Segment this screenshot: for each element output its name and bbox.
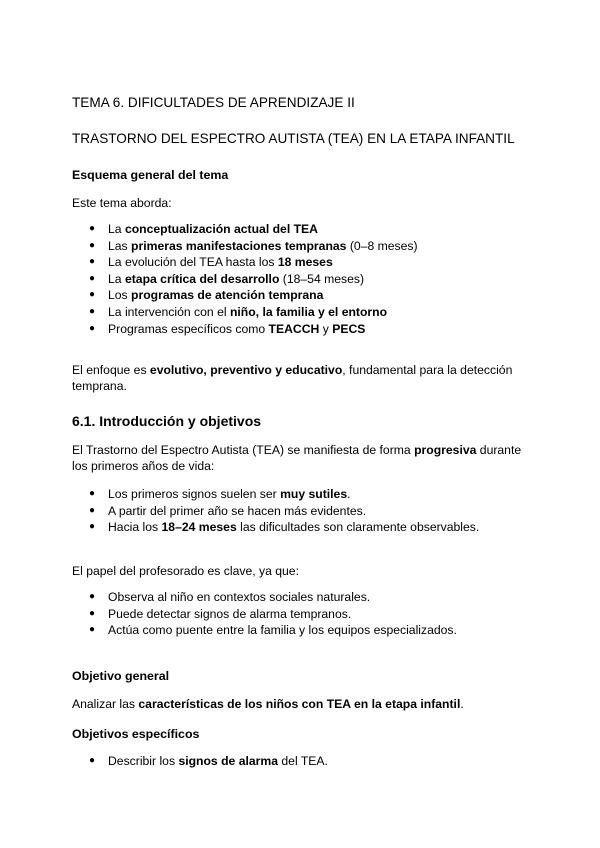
list-item: ● Programas específicos como TEACCH y PECS — [89, 321, 366, 336]
document-title: TEMA 6. DIFICULTADES DE APRENDIZAJE II — [72, 95, 355, 110]
bullet-icon: ● — [89, 256, 96, 268]
bullet-icon: ● — [89, 272, 96, 284]
esquema-list — [89, 221, 418, 337]
objetivos-especificos-heading: Objetivos específicos — [72, 727, 200, 741]
list-item: ● La conceptualización actual del TEA — [89, 222, 318, 236]
document-subtitle: TRASTORNO DEL ESPECTRO AUTISTA (TEA) EN LA ETAPA INFANTIL — [72, 131, 515, 146]
list-item: ● La etapa crítica del desarrollo (18–54 meses) — [89, 271, 365, 286]
esquema-intro: Este tema aborda: — [72, 196, 172, 210]
bullet-icon: ● — [89, 488, 96, 499]
intro-paragraph: El Trastorno del Espectro Autista (TEA) se manifiesta de forma progresiva durante los primeros años de vida: — [72, 443, 522, 473]
list-item: ● La intervención con el niño, la familia y el entorno — [89, 304, 388, 319]
objetivos-especificos-list — [89, 753, 328, 770]
bullet-icon: ● — [89, 591, 96, 602]
list-item: ● Describir los signos de alarma del TEA. — [89, 754, 328, 768]
profesorado-paragraph: El papel del profesorado es clave, ya que: — [72, 564, 299, 578]
list-item: ● A partir del primer año se hacen más evidentes. — [89, 503, 367, 518]
bullet-icon: ● — [89, 624, 96, 636]
enfoque-paragraph: El enfoque es evolutivo, preventivo y educativo, fundamental para la detección temprana. — [72, 363, 513, 393]
bullet-icon: ● — [89, 322, 96, 334]
bullet-icon: ● — [89, 521, 96, 533]
list-item: ● Las primeras manifestaciones tempranas (0–8 meses) — [89, 238, 418, 253]
bullet-icon: ● — [89, 755, 96, 766]
list-item: ● Los programas de atención temprana — [89, 288, 324, 303]
list-item: ● Actúa como puente entre la familia y los equipos especializados. — [89, 623, 457, 638]
list-item: ● Los primeros signos suelen ser muy sutiles. — [89, 487, 351, 501]
esquema-heading: Esquema general del tema — [72, 168, 229, 182]
bullet-icon: ● — [89, 504, 96, 516]
list-item: ● Observa al niño en contextos sociales naturales. — [89, 590, 371, 604]
section-heading: 6.1. Introducción y objetivos — [72, 413, 262, 429]
objetivo-general-heading: Objetivo general — [72, 669, 170, 683]
bullet-icon: ● — [89, 239, 96, 251]
profesorado-list — [89, 589, 457, 639]
bullet-icon: ● — [89, 289, 96, 301]
objetivo-general-text: Analizar las características de los niños con TEA en la etapa infantil. — [72, 697, 464, 711]
signos-list — [89, 486, 479, 536]
bullet-icon: ● — [89, 607, 96, 619]
list-item: ● Puede detectar signos de alarma tempranos. — [89, 606, 352, 621]
bullet-icon: ● — [89, 305, 96, 317]
list-item: ● La evolución del TEA hasta los 18 meses — [89, 255, 333, 270]
bullet-icon: ● — [89, 223, 96, 234]
list-item: ● Hacia los 18–24 meses las dificultades son claramente observables. — [89, 520, 480, 535]
